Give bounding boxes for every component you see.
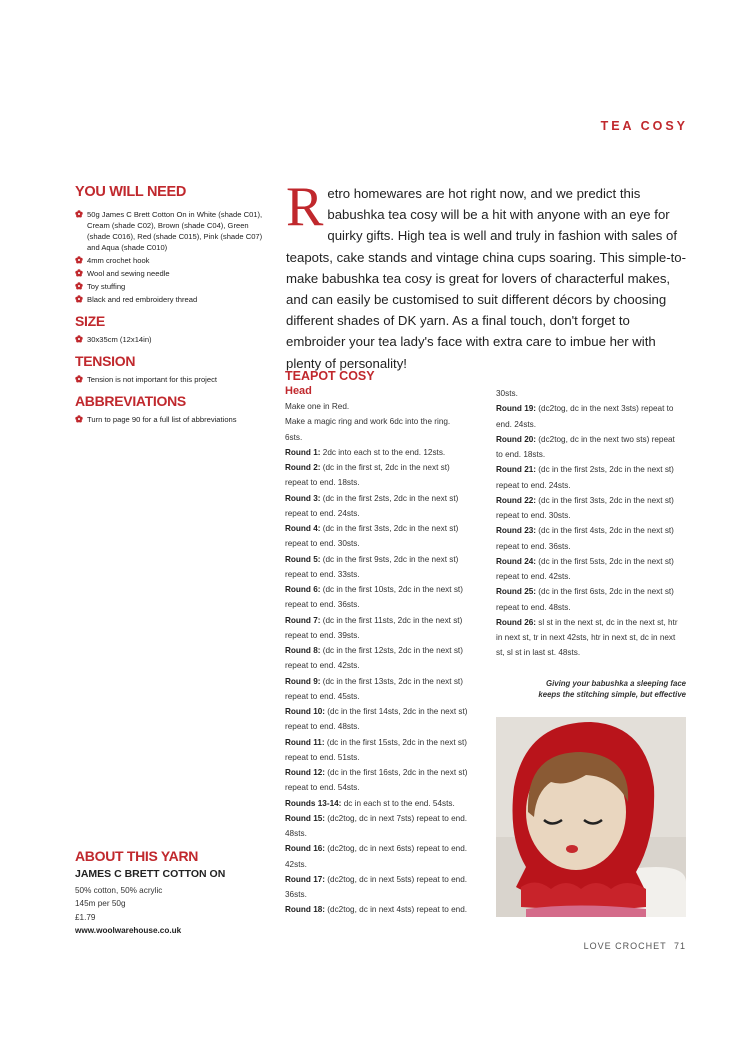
round-instruction: 42sts. (285, 859, 307, 869)
round-instruction: (dc in the first 9sts, 2dc in the next st) (320, 554, 459, 564)
page-footer (584, 941, 686, 951)
pattern-line (285, 902, 490, 917)
pattern-line (496, 401, 696, 416)
round-instruction: repeat to end. 45sts. (285, 691, 360, 701)
list-item (75, 255, 265, 266)
round-label: Round 15: (285, 813, 326, 823)
round-label: Round 19: (496, 404, 537, 414)
round-instruction: to end. 18sts. (496, 450, 546, 459)
photo-caption: Giving your babushka a sleeping face keeps the stitching simple, but effective (538, 679, 686, 699)
pattern-line (496, 447, 696, 462)
round-instruction: repeat to end. 30sts. (285, 539, 360, 549)
tension-list (75, 374, 265, 385)
round-label: Round 8: (285, 646, 321, 655)
round-label: Round 17: (285, 874, 326, 884)
pattern-line (285, 521, 490, 536)
list-item-text: 4mm crochet hook (87, 256, 150, 265)
pattern-line (496, 417, 696, 432)
round-instruction: 48sts. (285, 829, 307, 838)
round-instruction: repeat to end. 39sts. (285, 630, 360, 640)
pattern-line (285, 735, 490, 750)
list-item-text: 50g James C Brett Cotton On in White (shade C01), Cream (shade C02), Brown (shade C04), Green (shade C016), Red (shade C015), Pink (shade C07) and Aqua (shade C010) (87, 210, 263, 252)
list-item (75, 209, 265, 253)
pattern-line (285, 399, 490, 414)
flower-bullet-icon (75, 210, 83, 218)
pattern-line (285, 430, 490, 445)
list-item-text: Turn to page 90 for a full list of abbreviations (87, 415, 237, 424)
pattern-line (496, 523, 696, 538)
list-item (75, 281, 265, 292)
round-instruction: repeat to end. 51sts. (285, 752, 360, 762)
list-item (75, 414, 265, 425)
pattern-line (285, 582, 490, 597)
pattern-line (285, 796, 490, 811)
round-instruction: (dc in the first 16sts, 2dc in the next st) (325, 768, 468, 777)
list-item (75, 334, 265, 345)
round-label: Round 5: (285, 554, 321, 564)
babushka-illustration (496, 717, 686, 917)
you-will-need-heading: YOU WILL NEED (75, 184, 187, 200)
pattern-line (285, 826, 490, 841)
pattern-line (285, 857, 490, 872)
round-label: Round 26: (496, 617, 537, 627)
round-instruction: (dc in the first 2sts, 2dc in the next st) (536, 465, 674, 475)
pattern-line (285, 628, 490, 643)
flower-bullet-icon (75, 295, 83, 303)
round-instruction: (dc in the first 4sts, 2dc in the next st) (536, 526, 674, 536)
yarn-detail: 50% cotton, 50% acrylic (75, 885, 163, 895)
round-label: Round 11: (285, 737, 325, 747)
pattern-column-1 (285, 369, 490, 918)
pattern-line (496, 432, 696, 447)
round-instruction: (dc2tog, dc in next 6sts) repeat to end. (325, 844, 468, 854)
round-label: Round 16: (285, 844, 326, 854)
round-label: Round 22: (496, 495, 537, 505)
pattern-line (285, 841, 490, 856)
pattern-line (496, 493, 696, 508)
flower-bullet-icon (75, 375, 83, 383)
round-instruction: 30sts. (496, 389, 518, 398)
round-instruction: 36sts. (285, 890, 307, 899)
round-label: Rounds 13-14: (285, 798, 342, 808)
list-item-text: Wool and sewing needle (87, 269, 170, 278)
yarn-name: JAMES C BRETT COTTON ON (75, 868, 226, 881)
round-instruction: repeat to end. 24sts. (496, 480, 571, 490)
list-item (75, 294, 265, 305)
round-instruction: (dc in the first 5sts, 2dc in the next st) (536, 556, 674, 566)
round-instruction: in next st, tr in next 42sts, htr in next st, dc in next (496, 633, 676, 642)
section-header: TEA COSY (600, 119, 688, 133)
list-item-text: 30x35cm (12x14in) (87, 335, 152, 344)
you-will-need-list (75, 209, 265, 305)
pattern-line (285, 674, 490, 689)
round-label: Round 6: (285, 585, 321, 594)
round-instruction: repeat to end. 18sts. (285, 478, 360, 488)
round-label: Round 10: (285, 707, 326, 716)
pattern-line (496, 645, 696, 660)
abbreviations-heading: ABBREVIATIONS (75, 393, 186, 409)
round-instruction: repeat to end. 42sts. (496, 572, 571, 581)
pattern-line (285, 765, 490, 780)
round-label: Round 20: (496, 434, 537, 444)
pattern-line (285, 750, 490, 765)
pattern-line (285, 552, 490, 567)
round-instruction: 2dc into each st to the end. 12sts. (320, 447, 446, 457)
round-instruction: (dc2tog, dc in the next 3sts) repeat to (536, 404, 674, 414)
pattern-line (285, 536, 490, 551)
pattern-line (496, 508, 696, 523)
round-instruction: (dc in the first 3sts, 2dc in the next st) (536, 495, 674, 505)
round-label: Round 4: (285, 524, 321, 533)
pattern-line (285, 414, 490, 429)
pattern-line (496, 386, 696, 401)
pattern-line (285, 872, 490, 887)
pattern-line (285, 887, 490, 902)
round-instruction: sl st in the next st, dc in the next st, htr (536, 617, 678, 627)
size-heading: SIZE (75, 313, 105, 329)
round-instruction: (dc in the first 13sts, 2dc in the next st) (320, 676, 463, 686)
round-instruction: (dc in the first 6sts, 2dc in the next st) (536, 587, 674, 597)
flower-bullet-icon (75, 269, 83, 277)
round-instruction: repeat to end. 24sts. (285, 508, 360, 518)
list-item (75, 268, 265, 279)
round-instruction: repeat to end. 48sts. (285, 722, 360, 732)
round-label: Round 9: (285, 676, 321, 686)
babushka-photo (496, 717, 686, 917)
round-instruction: (dc in the first 3sts, 2dc in the next st) (320, 524, 459, 533)
pattern-line (496, 584, 696, 599)
round-instruction: (dc in the first 2sts, 2dc in the next st) (320, 493, 459, 503)
round-label: Round 3: (285, 493, 321, 503)
pattern-line (285, 567, 490, 582)
round-label: Round 2: (285, 463, 321, 472)
round-instruction: repeat to end. 42sts. (285, 661, 360, 671)
pattern-line (285, 643, 490, 658)
round-instruction: (dc2tog, dc in next 4sts) repeat to end. (325, 905, 468, 915)
round-instruction: (dc in the first 14sts, 2dc in the next st) (325, 707, 468, 716)
round-instruction: (dc2tog, dc in next 5sts) repeat to end. (325, 874, 468, 884)
pattern-line (285, 491, 490, 506)
round-instruction: dc in each st to the end. 54sts. (341, 798, 455, 808)
round-instruction: st, sl st in last st. 48sts. (496, 648, 581, 658)
round-instruction: (dc in the first st, 2dc in the next st) (320, 463, 450, 472)
round-instruction: (dc in the first 10sts, 2dc in the next st) (320, 585, 463, 594)
pattern-line (285, 460, 490, 475)
flower-bullet-icon (75, 256, 83, 264)
pattern-line (285, 719, 490, 734)
list-item (75, 374, 265, 385)
round-label: Round 18: (285, 905, 326, 915)
intro-paragraph (286, 176, 686, 374)
about-yarn-heading: ABOUT THIS YARN (75, 848, 199, 864)
round-instruction: repeat to end. 36sts. (496, 541, 571, 551)
pattern-line (496, 539, 696, 554)
yarn-link[interactable]: www.woolwarehouse.co.uk (75, 926, 182, 936)
pattern-subtitle: Head (285, 385, 312, 397)
about-yarn (75, 850, 225, 937)
flower-bullet-icon (75, 282, 83, 290)
abbreviations-list (75, 414, 265, 425)
pattern-line (496, 630, 696, 645)
pattern-line (285, 506, 490, 521)
pattern-line (285, 658, 490, 673)
round-label: Round 25: (496, 587, 537, 597)
pattern-line (285, 811, 490, 826)
pattern-line (496, 569, 696, 584)
pattern-line (496, 600, 696, 615)
round-instruction: Make one in Red. (285, 402, 350, 411)
round-instruction: (dc in the first 12sts, 2dc in the next st) (320, 646, 463, 655)
list-item-text: Black and red embroidery thread (87, 295, 198, 304)
tension-heading: TENSION (75, 353, 136, 369)
round-instruction: (dc in the first 15sts, 2dc in the next st) (324, 737, 468, 747)
yarn-detail: £1.79 (75, 912, 96, 922)
round-label: Round 21: (496, 465, 537, 475)
round-instruction: (dc2tog, dc in the next two sts) repeat (536, 434, 675, 444)
pattern-line (285, 475, 490, 490)
pattern-line (285, 780, 490, 795)
round-instruction: repeat to end. 48sts. (496, 602, 571, 612)
round-instruction: repeat to end. 54sts. (285, 783, 360, 793)
pattern-title: TEAPOT COSY (285, 369, 375, 383)
list-item-text: Tension is not important for this project (87, 375, 217, 384)
list-item-text: Toy stuffing (87, 282, 126, 291)
round-label: Round 24: (496, 556, 537, 566)
size-list (75, 334, 265, 345)
sidebar (75, 184, 265, 427)
magazine-name: LOVE CROCHET (583, 941, 667, 951)
pattern-line (285, 445, 490, 460)
round-instruction: repeat to end. 30sts. (496, 511, 571, 520)
pattern-line (496, 554, 696, 569)
round-instruction: (dc in the first 11sts, 2dc in the next st) (320, 615, 463, 625)
pattern-column-2 (496, 386, 696, 661)
round-label: Round 23: (496, 526, 537, 536)
round-instruction: repeat to end. 33sts. (285, 569, 360, 579)
pattern-line (496, 462, 696, 477)
round-instruction: end. 24sts. (496, 419, 537, 429)
round-instruction: (dc2tog, dc in next 7sts) repeat to end. (325, 813, 468, 823)
pattern-line (285, 704, 490, 719)
flower-bullet-icon (75, 415, 83, 423)
round-label: Round 1: (285, 447, 321, 457)
pattern-line (285, 597, 490, 612)
pattern-line (496, 478, 696, 493)
flower-bullet-icon (75, 335, 83, 343)
drop-cap: R (286, 176, 324, 238)
intro-text: etro homewares are hot right now, and we predict this babushka tea cosy will be a hit with anyone with an eye for quirky gifts. High tea is well and truly in fashion with sales of teapots, cake stands and vintage china cups soaring. This simple-to-make babushka tea cosy is great for lovers of characterful makes, and can easily be customised to suit different décors by choosing different shades of DK yarn. As a final touch, don't forget to embroider your tea lady's face with extra care to imbue her with plenty of personality! (286, 186, 686, 371)
round-label: Round 7: (285, 615, 321, 625)
round-instruction: 6sts. (285, 432, 303, 442)
pattern-line (285, 689, 490, 704)
round-instruction: Make a magic ring and work 6dc into the ring. (285, 417, 451, 427)
round-instruction: repeat to end. 36sts. (285, 600, 360, 610)
pattern-line (496, 615, 696, 630)
pattern-line (285, 613, 490, 628)
yarn-detail: 145m per 50g (75, 899, 126, 909)
round-label: Round 12: (285, 768, 326, 777)
page-number: 71 (673, 941, 686, 951)
